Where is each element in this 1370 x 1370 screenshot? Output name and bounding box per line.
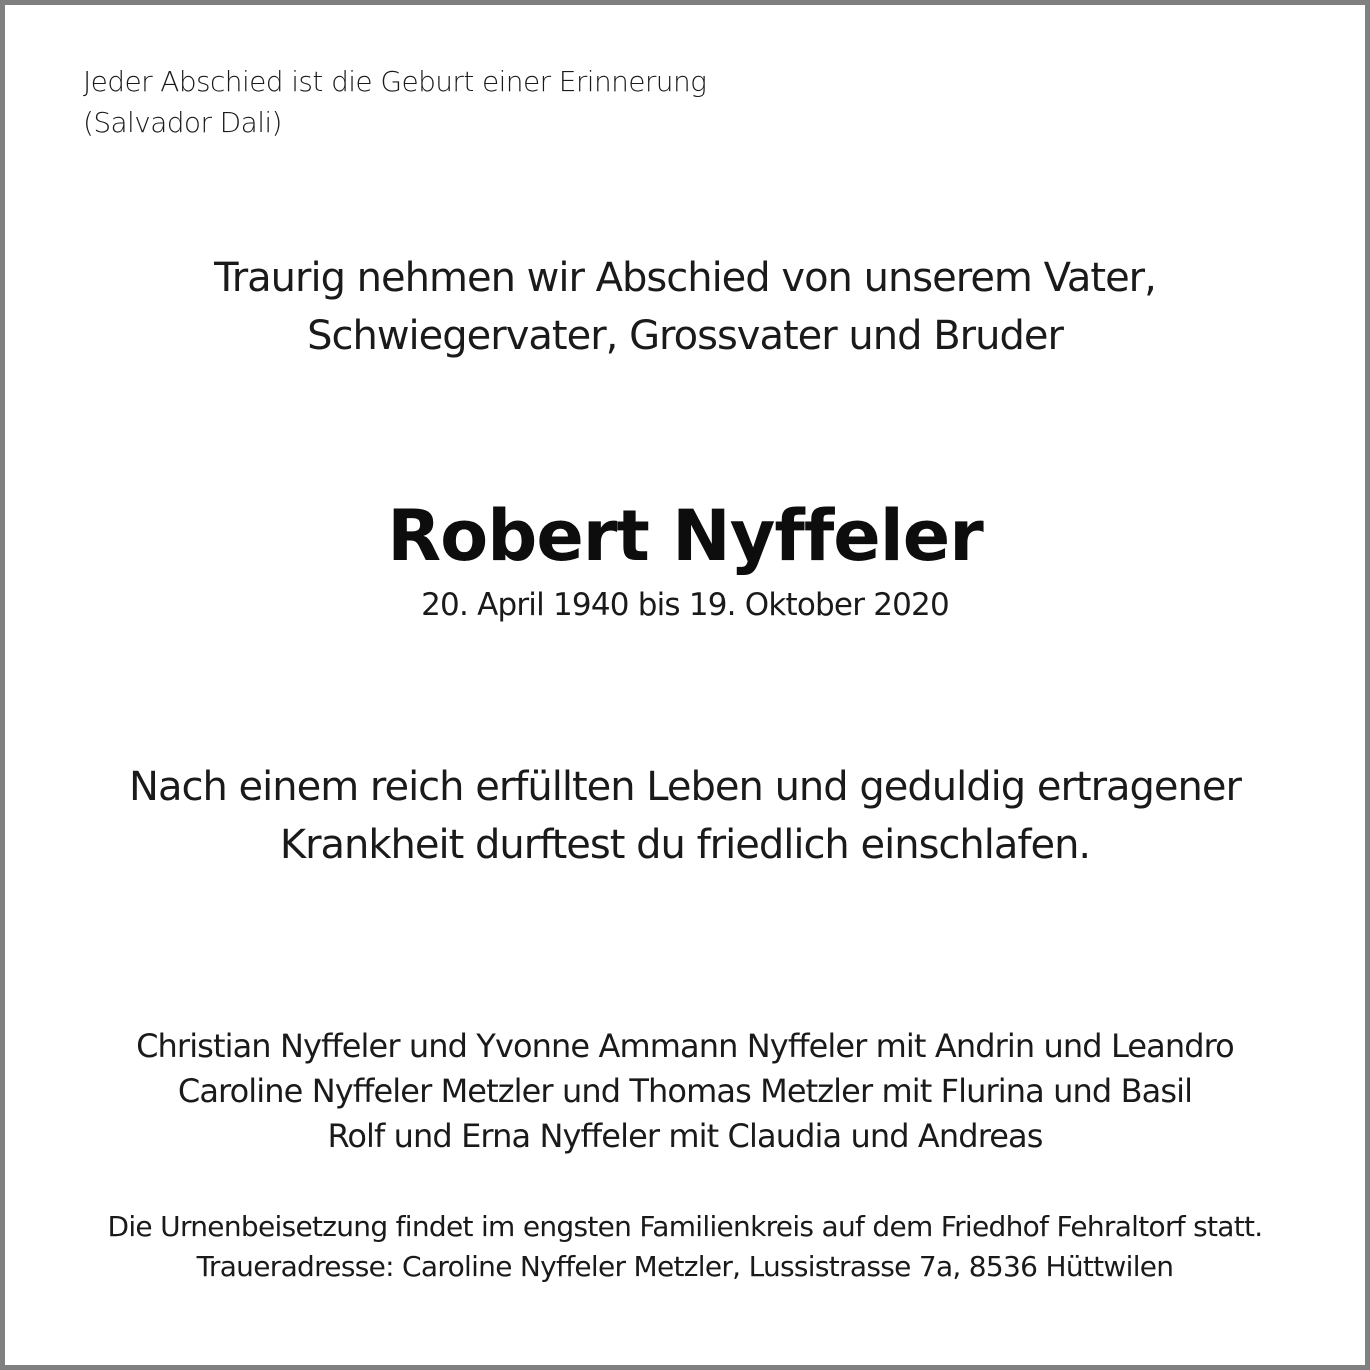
closing-line-1: Nach einem reich erfüllten Leben und geduldig ertragener [129, 764, 1241, 810]
closing-line-2: Krankheit durftest du friedlich einschlafen. [279, 822, 1091, 868]
quote-author: (Salvador Dali) [83, 106, 282, 139]
intro-line-1: Traurig nehmen wir Abschied von unserem Vater, [214, 255, 1156, 301]
family-line: Caroline Nyffeler Metzler und Thomas Metzler mit Flurina und Basil [177, 1072, 1193, 1110]
family-line: Rolf und Erna Nyffeler mit Claudia und Andreas [327, 1117, 1043, 1155]
family-list [5, 1024, 1365, 1159]
family-line: Christian Nyffeler und Yvonne Ammann Nyffeler mit Andrin und Leandro [136, 1027, 1234, 1065]
intro-line-2: Schwiegervater, Grossvater und Bruder [307, 313, 1063, 359]
life-dates: 20. April 1940 bis 19. Oktober 2020 [421, 587, 949, 623]
quote-block [83, 61, 706, 143]
burial-notice: Die Urnenbeisetzung findet im engsten Familienkreis auf dem Friedhof Fehraltorf statt. [107, 1210, 1263, 1243]
quote-text: Jeder Abschied ist die Geburt einer Erinnerung [83, 65, 707, 98]
mourning-address: Traueradresse: Caroline Nyffeler Metzler, Lussistrasse 7a, 8536 Hüttwilen [196, 1250, 1174, 1283]
deceased-name: Robert Nyffeler [387, 495, 983, 577]
intro-block [5, 249, 1365, 365]
closing-block [5, 758, 1365, 874]
info-block [5, 1207, 1365, 1287]
